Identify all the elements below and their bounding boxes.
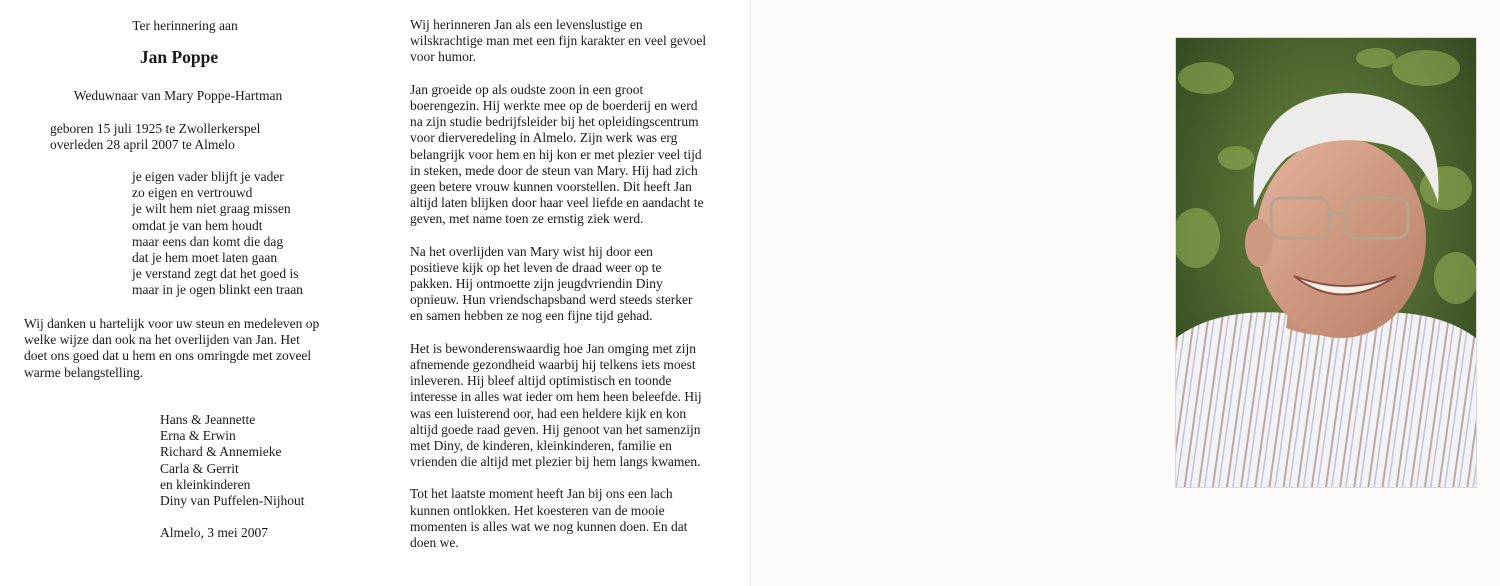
story-line: met Diny, de kinderen, kleinkinderen, familie en — [410, 437, 672, 453]
story-line: doen we. — [410, 535, 459, 550]
born-line: geboren 15 juli 1925 te Zwollerkerspel — [50, 121, 261, 136]
story-paragraph — [410, 341, 706, 471]
family-member: Carla & Gerrit — [160, 460, 239, 476]
story-line: altijd laten blijken door haar veel liefde en aandacht te — [410, 195, 704, 211]
deceased-name: Jan Poppe — [139, 47, 219, 67]
family-member: Diny van Puffelen-Nijhout — [160, 492, 305, 508]
story-line: momenten is alles wat we nog kunnen doen. En dat — [410, 518, 688, 534]
family-member: Richard & Annemieke — [160, 444, 282, 460]
story-line: voor humor. — [410, 49, 476, 65]
story-line: inleveren. Hij bleef altijd optimistisch en toonde — [410, 373, 672, 389]
place-and-date: Almelo, 3 mei 2007 — [160, 525, 268, 540]
story-line: Jan groeide op als oudste zoon in een groot — [410, 81, 644, 97]
story-paragraph — [410, 17, 706, 66]
family-member: en kleinkinderen — [160, 476, 251, 492]
story-paragraph — [410, 244, 706, 325]
story-line: boerengezin. Hij werkte mee op de boerderij en werd — [410, 97, 698, 113]
family-member: Hans & Jeannette — [160, 412, 256, 427]
ear — [1245, 219, 1273, 267]
poem-line: zo eigen en vertrouwd — [132, 185, 253, 201]
story-line: na zijn studie bedrijfsleider bij het opleidingscentrum — [410, 114, 699, 130]
thanks-line: doet ons goed dat u hem en ons omringde met zoveel — [24, 348, 312, 364]
shirt — [1176, 312, 1476, 487]
widow-of-line: Weduwnaar van Mary Poppe-Hartman — [73, 88, 283, 103]
story-line: Wij herinneren Jan als een levenslustige en — [410, 17, 643, 32]
story-paragraph — [410, 82, 706, 228]
story-line: vrienden die altijd met plezier bij hem langs kwamen. — [410, 454, 701, 470]
life-dates — [50, 121, 260, 153]
died-line: overleden 28 april 2007 te Almelo — [50, 137, 235, 153]
story-line: Het is bewonderenswaardig hoe Jan omging met zijn — [410, 340, 697, 356]
story-line: wilskrachtige man met een fijn karakter en veel gevoel — [410, 33, 707, 49]
thanks-line: welke wijze dan ook na het overlijden van Jan. Het — [24, 332, 300, 348]
poem-line: maar eens dan komt die dag — [132, 233, 284, 249]
story-line: Tot het laatste moment heeft Jan bij ons een lach — [410, 486, 673, 502]
thanks-line: Wij danken u hartelijk voor uw steun en medeleven op — [24, 316, 320, 331]
thanks-paragraph — [24, 316, 344, 381]
poem — [132, 169, 303, 299]
thanks-line: warme belangstelling. — [24, 364, 144, 380]
story-line: geen betere vrouw kunnen voorstellen. Dit heeft Jan — [410, 178, 692, 194]
story-line: altijd goede raad geven. Hij genoot van het samenzijn — [410, 421, 701, 437]
life-story — [410, 17, 706, 567]
story-line: Na het overlijden van Mary wist hij door een — [410, 243, 653, 259]
family-member: Erna & Erwin — [160, 428, 236, 444]
poem-line: je verstand zegt dat het goed is — [132, 266, 299, 282]
card-heading: Ter herinnering aan — [132, 18, 238, 33]
story-line: kunnen ontlokken. Het koesteren van de mooie — [410, 502, 665, 518]
family-list — [160, 412, 304, 509]
story-line: voor dierveredeling in Almelo. Zijn werk was erg — [410, 130, 678, 146]
story-line: in steken, mede door de steun van Mary. Hij had zich — [410, 162, 698, 178]
story-line: geven, met name toen ze ernstig ziek werd. — [410, 211, 644, 227]
story-line: opnieuw. Hun vriendschapsband werd steeds sterker — [410, 292, 693, 308]
story-line: pakken. Hij ontmoette zijn jeugdvriendin Diny — [410, 276, 663, 291]
poem-line: omdat je van hem houdt — [132, 217, 263, 233]
poem-line: dat je hem moet laten gaan — [132, 249, 278, 265]
poem-line: je eigen vader blijft je vader — [132, 169, 284, 184]
story-line: positieve kijk op het leven de draad weer op te — [410, 259, 662, 275]
story-line: belangrijk voor hem en hij kon er met plezier veel tijd — [410, 146, 702, 162]
portrait-photo — [1175, 37, 1477, 488]
story-line: afnemende gezondheid waarbij hij telkens iets moest — [410, 356, 696, 372]
story-paragraph — [410, 486, 706, 551]
story-line: was een luisterend oor, had een heldere kijk en kon — [410, 405, 687, 421]
story-line: interesse in alles wat ieder om hem heen beleefde. Hij — [410, 389, 702, 405]
poem-line: je wilt hem niet graag missen — [132, 201, 291, 217]
story-line: en samen hebben ze nog een fijne tijd gehad. — [410, 308, 653, 324]
poem-line: maar in je ogen blinkt een traan — [132, 282, 303, 298]
